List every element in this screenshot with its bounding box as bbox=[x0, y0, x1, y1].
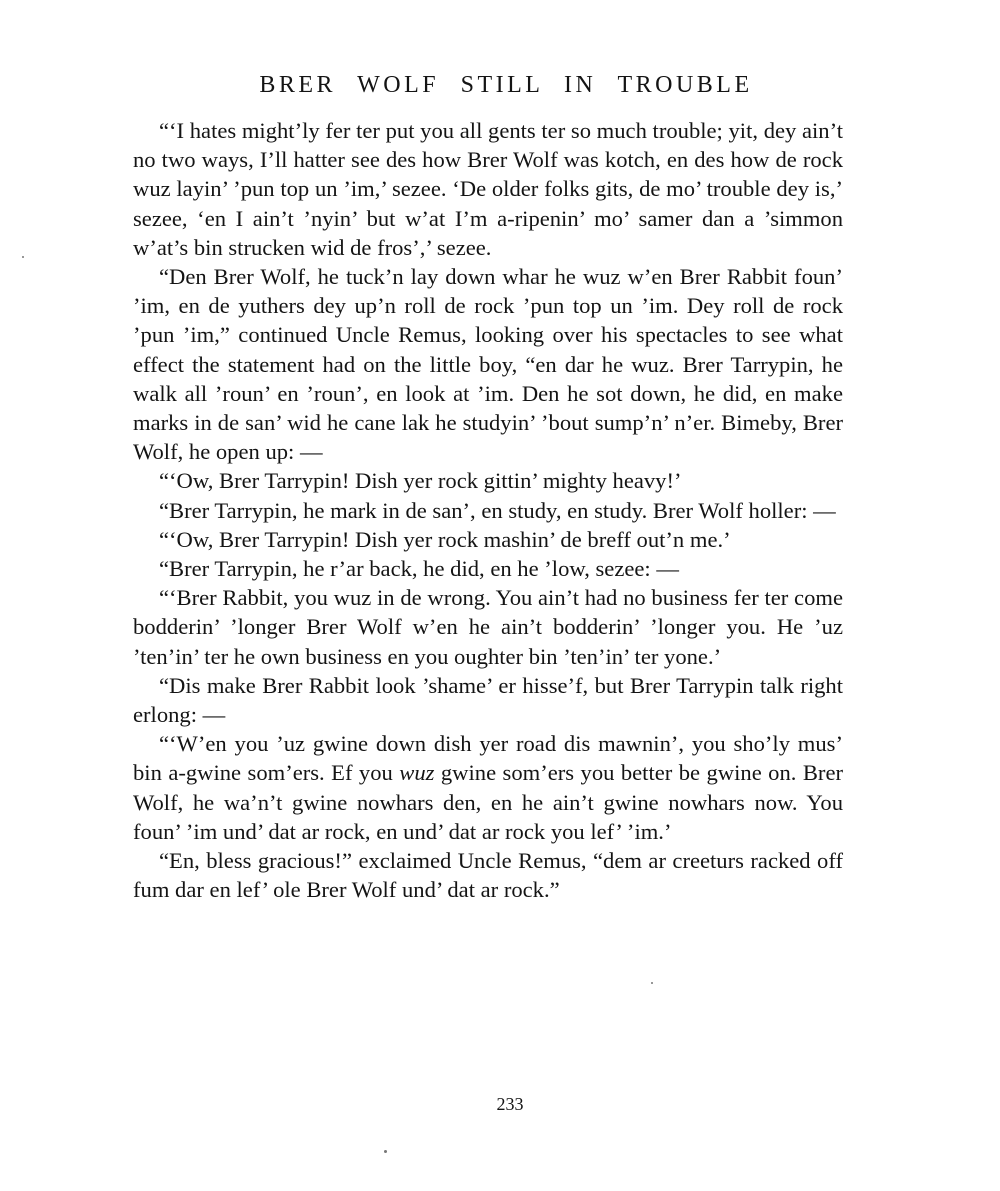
paragraph-with-emphasis bbox=[133, 729, 843, 846]
scan-speck bbox=[384, 1150, 387, 1153]
paragraph: “En, bless gracious!” exclaimed Uncle Remus, “dem ar creeturs racked off fum dar en lef’ ole Brer Wolf und’ dat ar rock.” bbox=[133, 848, 843, 903]
scan-speck bbox=[22, 256, 24, 258]
paragraph: “Dis make Brer Rabbit look ’shame’ er hisse’f, but Brer Tarrypin talk right erlong: — bbox=[133, 672, 843, 728]
page-number: 233 bbox=[496, 1094, 524, 1114]
paragraph: “Brer Tarrypin, he r’ar back, he did, en he ’low, sezee: — bbox=[159, 556, 679, 582]
paragraph: “‘Ow, Brer Tarrypin! Dish yer rock mashin’ de breff out’n me.’ bbox=[159, 526, 731, 552]
paragraph-text-after: gwine som’ers you better be gwine on. Brer Wolf, he wa’n’t gwine nowhars den, en he ain’t gwine nowhars now. You foun’ ’im und’ dat ar rock, en und’ dat ar rock you lef’ ’im.’ bbox=[133, 760, 843, 844]
running-title: BRER WOLF STILL IN TROUBLE bbox=[259, 72, 753, 98]
scan-speck bbox=[651, 982, 653, 984]
emphasis-word: wuz bbox=[399, 760, 435, 786]
paragraph: “Den Brer Wolf, he tuck’n lay down whar he wuz w’en Brer Rabbit foun’ ’im, en de yuthers dey up’n roll de rock ’pun top un ’im. Dey roll de rock ’pun ’im,” continued Uncle Remus, looking over his spectacles to see what effect the statement had on the little boy, “en dar he wuz. Brer Tarrypin, he walk all ’roun’ en ’roun’, en look at ’im. Den he sot down, he did, en make marks in de san’ wid he cane lak he studyin’ ’bout sump’n’ n’er. Bimeby, Brer Wolf, he open up: — bbox=[133, 264, 843, 465]
paragraph: “Brer Tarrypin, he mark in de san’, en study, en study. Brer Wolf holler: — bbox=[159, 497, 836, 523]
body-text bbox=[133, 116, 843, 904]
paragraph-text-before: “‘W’en you ’uz gwine down dish yer road dis mawnin’, you sho’ly mus’ bin a-gwine som’ers. Ef you bbox=[133, 731, 843, 786]
paragraph: “‘I hates might’ly fer ter put you all gents ter so much trouble; yit, dey ain’t no two ways, I’ll hatter see des how Brer Wolf was kotch, en des how de rock wuz layin’ ’pun top un ’im,’ sezee. ‘De older folks gits, de mo’ trouble dey is,’ sezee, ‘en I ain’t ’nyin’ but w’at I’m a-ripenin’ mo’ samer dan a ’simmon w’at’s bin strucken wid de fros’,’ sezee. bbox=[133, 118, 843, 260]
paragraph: “‘Ow, Brer Tarrypin! Dish yer rock gittin’ mighty heavy!’ bbox=[159, 468, 682, 494]
paragraph: “‘Brer Rabbit, you wuz in de wrong. You ain’t had no business fer ter come bodderin’ ’longer Brer Wolf w’en he ain’t bodderin’ ’longer you. He ’uz ’ten’in’ ter he own business en you oughter bin ’ten’in’ ter yone.’ bbox=[133, 585, 843, 669]
